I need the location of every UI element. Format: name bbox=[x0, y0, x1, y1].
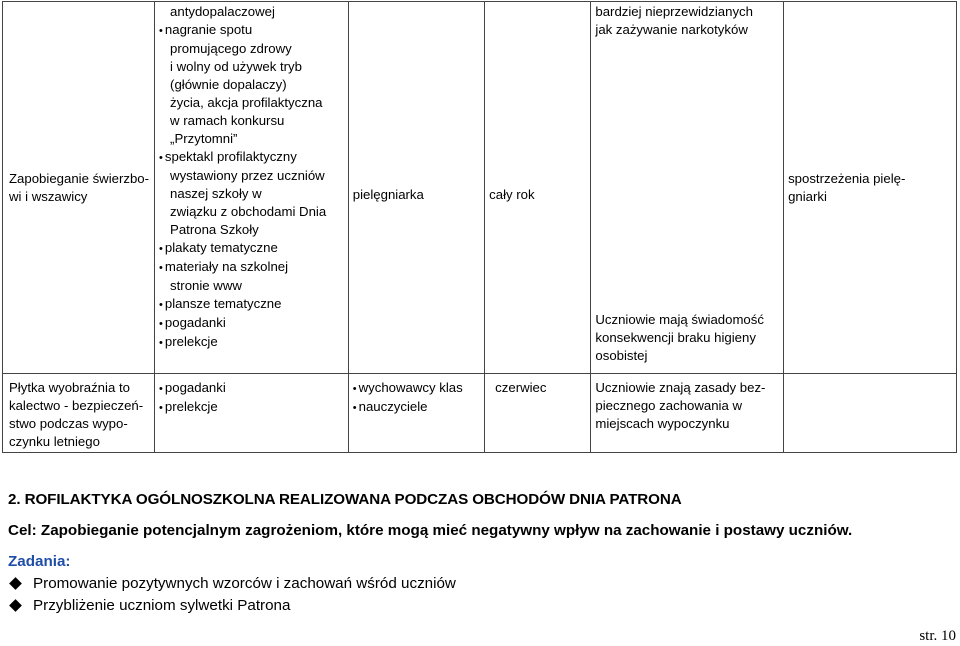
page-number: str. 10 bbox=[919, 628, 956, 644]
cell-text: Zapobieganie świerzbo- bbox=[9, 170, 150, 186]
cell-text: czynku letniego bbox=[9, 434, 100, 449]
diamond-bullet-icon bbox=[9, 577, 22, 590]
goal-cell bbox=[3, 374, 155, 453]
result-cell bbox=[591, 374, 784, 453]
cell-text: • nauczyciele bbox=[353, 398, 480, 417]
cell-text: • plakaty tematyczne bbox=[159, 239, 344, 258]
cell-text: jak zażywanie narkotyków bbox=[595, 22, 748, 37]
forms-cell bbox=[155, 2, 349, 374]
cell-text: • plansze tematyczne bbox=[159, 295, 344, 314]
cell-text: stwo podczas wypo- bbox=[9, 416, 128, 431]
date-cell bbox=[485, 2, 591, 374]
cell-text: cały rok bbox=[489, 187, 535, 202]
cell-text: osobistej bbox=[595, 348, 648, 363]
cell-text: związku z obchodami Dnia bbox=[170, 204, 327, 219]
cell-text: • nagranie spotu bbox=[159, 21, 344, 40]
table-row bbox=[3, 374, 957, 453]
task-text: Przybliżenie uczniom sylwetki Patrona bbox=[33, 597, 291, 614]
tasks-title: Zadania: bbox=[8, 553, 71, 570]
date-cell bbox=[485, 374, 591, 453]
cell-text: „Przytomni” bbox=[170, 131, 238, 146]
evaluation-cell bbox=[784, 374, 957, 453]
responsible-cell bbox=[348, 2, 484, 374]
program-table bbox=[2, 1, 957, 453]
cell-text: • prelekcje bbox=[159, 333, 344, 352]
cell-text: miejscach wypoczynku bbox=[595, 416, 730, 431]
cell-text: stronie www bbox=[170, 278, 242, 293]
cell-text: piecznego zachowania w bbox=[595, 398, 743, 413]
result-cell bbox=[591, 2, 784, 374]
section-heading: 2. ROFILAKTYKA OGÓLNOSZKOLNA REALIZOWANA PODCZAS OBCHODÓW DNIA PATRONA bbox=[8, 491, 682, 508]
cell-text: kalectwo - bezpieczeń- bbox=[9, 398, 144, 413]
cell-text: • pogadanki bbox=[159, 379, 344, 398]
section-goal: Cel: Zapobieganie potencjalnym zagrożeniom, które mogą mieć negatywny wpływ na zachowanie i postawy uczniów. bbox=[8, 522, 853, 539]
cell-text: konsekwencji braku higieny bbox=[595, 330, 756, 345]
task-item bbox=[8, 597, 290, 614]
cell-text: życia, akcja profilaktyczna bbox=[170, 95, 323, 110]
cell-text: Uczniowie znają zasady bez- bbox=[595, 380, 766, 395]
cell-text: naszej szkoły w bbox=[170, 186, 262, 201]
cell-text: antydopalaczowej bbox=[170, 4, 275, 19]
cell-text: bardziej nieprzewidzianych bbox=[595, 4, 753, 19]
diamond-bullet-icon bbox=[9, 599, 22, 612]
forms-cell bbox=[155, 374, 349, 453]
task-text: Promowanie pozytywnych wzorców i zachowań wśród uczniów bbox=[33, 575, 456, 592]
cell-text: Płytka wyobraźnia to bbox=[9, 380, 130, 395]
evaluation-cell bbox=[784, 2, 957, 374]
cell-text: wi i wszawicy bbox=[9, 188, 88, 204]
cell-text: promującego zdrowy bbox=[170, 41, 292, 56]
cell-text: spostrzeżenia pielę- bbox=[788, 170, 906, 186]
cell-text: Uczniowie mają świadomość bbox=[595, 312, 764, 327]
responsible-cell bbox=[348, 374, 484, 453]
cell-text: • prelekcje bbox=[159, 398, 344, 417]
cell-text: • pogadanki bbox=[159, 314, 344, 333]
cell-text: Patrona Szkoły bbox=[170, 222, 259, 237]
task-item bbox=[8, 575, 456, 592]
cell-text: w ramach konkursu bbox=[170, 113, 285, 128]
cell-text: • spektakl profilaktyczny bbox=[159, 148, 344, 167]
goal-cell bbox=[3, 2, 155, 374]
cell-text: (głównie dopalaczy) bbox=[170, 77, 287, 92]
cell-text: • wychowawcy klas bbox=[353, 379, 480, 398]
cell-text: wystawiony przez uczniów bbox=[170, 168, 325, 183]
table-row bbox=[3, 2, 957, 374]
cell-text: czerwiec bbox=[495, 380, 547, 395]
cell-text: • materiały na szkolnej bbox=[159, 258, 344, 277]
cell-text: i wolny od używek tryb bbox=[170, 59, 302, 74]
cell-text: pielęgniarka bbox=[352, 187, 424, 202]
cell-text: gniarki bbox=[788, 188, 827, 204]
